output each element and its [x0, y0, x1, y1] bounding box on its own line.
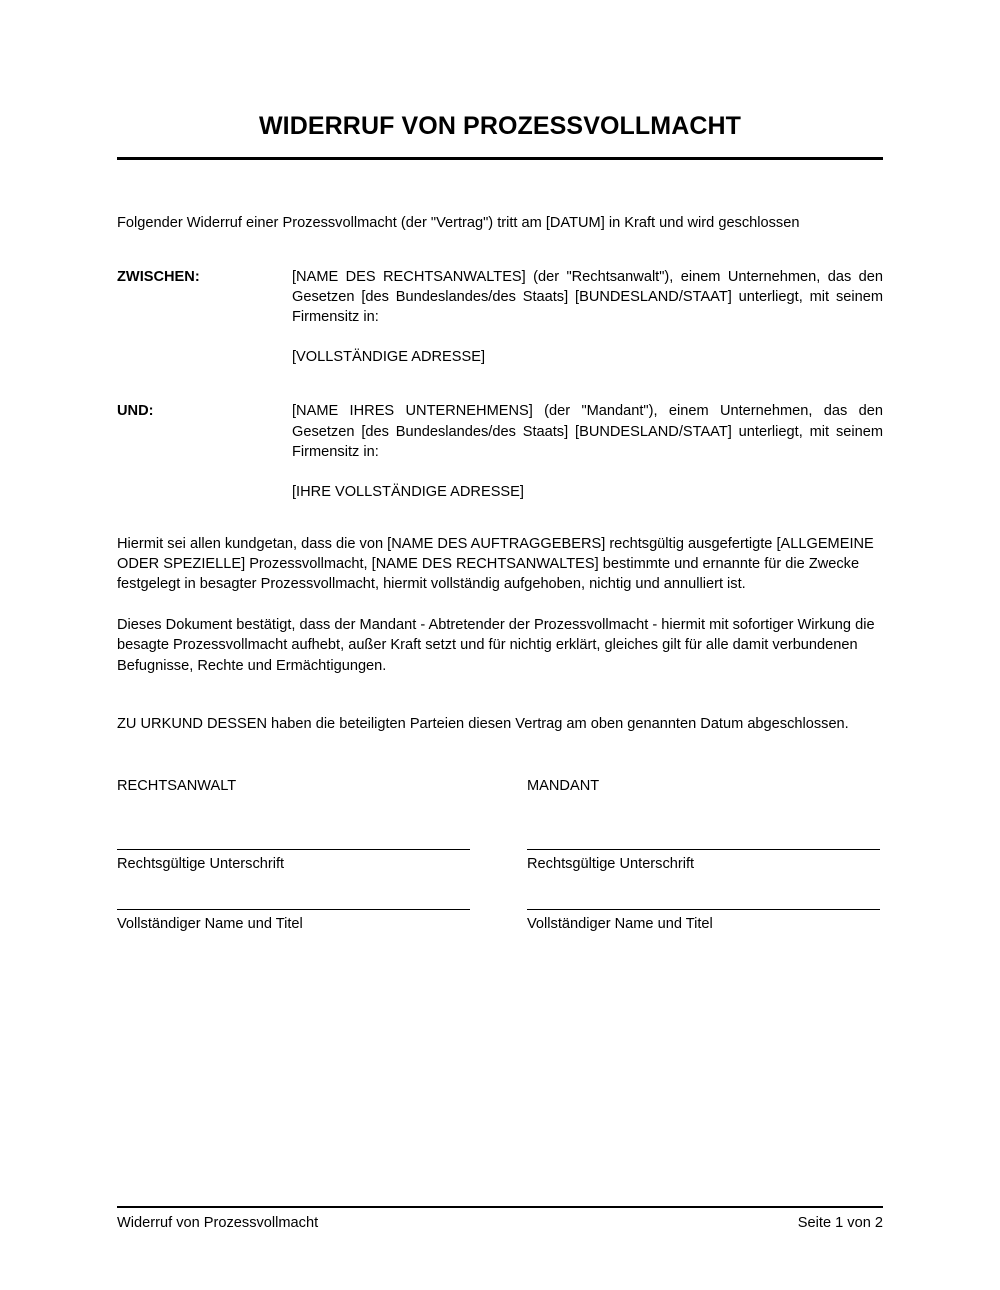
party-description-lawyer: [NAME DES RECHTSANWALTES] (der "Rechtsanwalt"), einem Unternehmen, das den Gesetzen [des Bundeslandes/des Staats] [BUNDESLAND/STAAT] unterliegt, mit seinem Firmensitz in: [292, 268, 883, 326]
signature-cell-lawyer-signature[interactable] [117, 849, 527, 874]
signature-rows [117, 849, 883, 934]
signature-line [117, 849, 470, 850]
signature-header-client: MANDANT [527, 777, 600, 794]
party-label-zwischen: ZWISCHEN: [117, 268, 200, 285]
page-footer [117, 1206, 883, 1233]
footer-row [117, 1213, 883, 1233]
footer-page-number: Seite 1 von 2 [797, 1215, 883, 1231]
page-title: WIDERRUF VON PROZESSVOLLMACHT [258, 112, 742, 140]
signature-caption: Rechtsgültige Unterschrift [117, 855, 285, 872]
footer-document-name: Widerruf von Prozessvollmacht [117, 1215, 319, 1231]
signature-caption: Rechtsgültige Unterschrift [527, 855, 695, 872]
signature-cell-lawyer-name[interactable] [117, 909, 527, 934]
party-block-lawyer [117, 267, 883, 368]
signature-header-lawyer: RECHTSANWALT [117, 777, 237, 794]
document-content [117, 0, 883, 934]
footer-divider [117, 1206, 883, 1208]
signature-cell-client-name[interactable] [527, 909, 937, 934]
party-description-client: [NAME IHRES UNTERNEHMENS] (der "Mandant"), einem Unternehmen, das den Gesetzen [des Bundeslandes/des Staats] [BUNDESLAND/STAAT] unterliegt, mit seinem Firmensitz in: [292, 403, 883, 460]
signature-cell-client-signature[interactable] [527, 849, 937, 874]
title-divider [117, 157, 883, 160]
party-label-und: UND: [117, 403, 154, 420]
party-address-client: [IHRE VOLLSTÄNDIGE ADRESSE] [292, 483, 524, 500]
body-paragraph-1: Hiermit sei allen kundgetan, dass die von [NAME DES AUFTRAGGEBERS] rechtsgültig ausgefertigte [ALLGEMEINE ODER SPEZIELLE] Prozessvollmacht, [NAME DES RECHTSANWALTES] bestimmte und ernannte für die Zwecke festgelegt in besagter Prozessvollmacht, hiermit vollständig aufgehoben, nichtig und annulliert ist. [117, 535, 874, 593]
signature-line [117, 909, 470, 910]
signature-caption: Vollständiger Name und Titel [117, 916, 303, 932]
party-body-client [292, 401, 883, 502]
lead-paragraph: Folgender Widerruf einer Prozessvollmacht (der "Vertrag") tritt am [DATUM] in Kraft und wird geschlossen [117, 214, 800, 231]
party-body-lawyer [292, 267, 883, 368]
body-paragraph-2: Dieses Dokument bestätigt, dass der Mandant - Abtretender der Prozessvollmacht - hiermit mit sofortiger Wirkung die besagte Prozessvollmacht aufhebt, außer Kraft setzt und für nichtig erklärt, gleiches gilt für alle damit verbundenen Befugnisse, Rechte und Ermächtigungen. [117, 617, 875, 674]
party-block-client [117, 401, 883, 502]
signature-line [527, 849, 880, 850]
closing-paragraph: ZU URKUND DESSEN haben die beteiligten Parteien diesen Vertrag am oben genannten Datum abgeschlossen. [117, 715, 849, 732]
signature-row [117, 849, 883, 874]
signature-column-headers [117, 776, 883, 796]
signature-caption: Vollständiger Name und Titel [527, 916, 713, 932]
signature-row [117, 909, 883, 934]
party-address-lawyer: [VOLLSTÄNDIGE ADRESSE] [292, 349, 486, 366]
signature-line [527, 909, 880, 910]
